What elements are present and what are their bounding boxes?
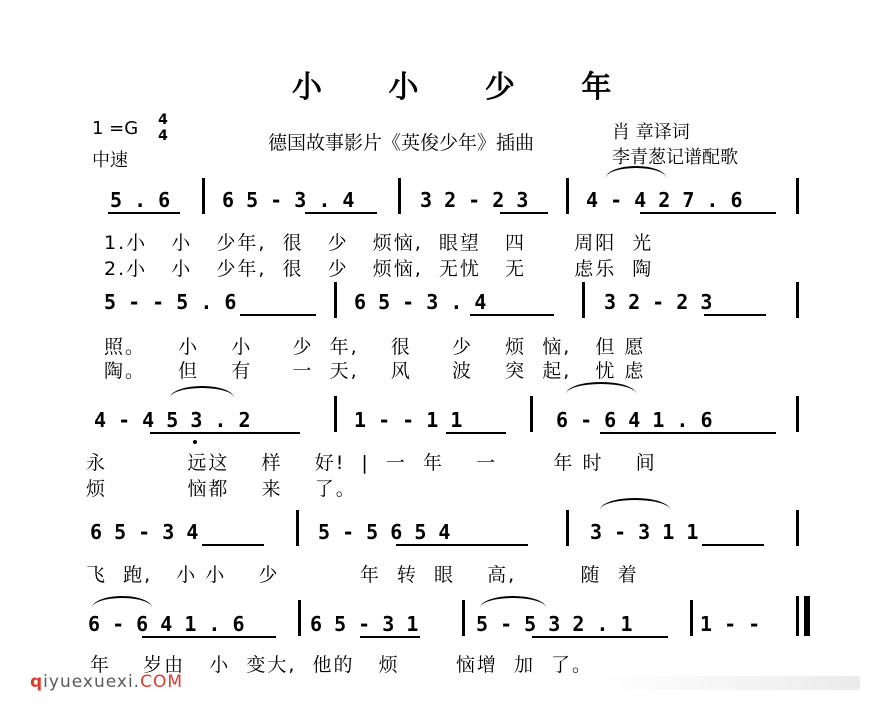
- barline: [334, 282, 337, 318]
- underline-beam: [305, 212, 377, 214]
- watermark-tld: COM: [140, 672, 183, 692]
- slur: [600, 498, 670, 510]
- lyric-line: 永 远这 样 好! | 一 年 一 年 时 间: [86, 452, 657, 474]
- barline: [566, 178, 569, 214]
- underline-beam: [702, 544, 764, 546]
- barline: [334, 396, 337, 432]
- barline: [796, 396, 799, 432]
- underline-beam: [470, 314, 554, 316]
- octave-dot: [193, 440, 197, 444]
- lyric-line: 烦 恼都 来 了。: [86, 478, 357, 500]
- watermark-q: q: [30, 672, 44, 692]
- final-barline-thick: [804, 596, 810, 636]
- slur: [92, 596, 152, 608]
- underline-beam: [532, 636, 668, 638]
- underline-beam: [704, 314, 766, 316]
- underline-beam: [202, 544, 264, 546]
- barline: [530, 396, 533, 432]
- tempo-marking: 中速: [92, 150, 128, 171]
- measure: 5 - 5 6 5 4: [318, 520, 451, 544]
- barline: [462, 600, 465, 636]
- key-signature: 1 =G: [92, 118, 139, 139]
- slur: [566, 382, 636, 394]
- measure: 5 - - 5 . 6: [104, 290, 237, 314]
- measure: 3 2 - 2 3: [420, 188, 529, 212]
- measure: 3 2 - 2 3: [604, 290, 713, 314]
- underline-beam: [396, 544, 528, 546]
- barline: [398, 178, 401, 214]
- time-signature-bottom: 4: [158, 128, 168, 144]
- watermark-domain: iyuexuexi.: [43, 672, 141, 692]
- underline-beam: [446, 432, 506, 434]
- underline-beam: [640, 212, 776, 214]
- lyric-line: 年 岁由 小 变大, 他的 烦 恼增 加 了。: [90, 654, 594, 676]
- barline: [566, 510, 569, 546]
- site-watermark: [30, 672, 183, 692]
- measure: 6 5 - 3 4: [90, 520, 199, 544]
- measure: 6 5 - 3 . 4: [354, 290, 487, 314]
- lyric-line: 照。 小 小 少 年, 很 少 烦 恼, 但 愿: [104, 336, 646, 358]
- underline-beam: [500, 212, 548, 214]
- lyric-line: 2.小 小 少年, 很 少 烦恼, 无忧 无 虑乐 陶: [104, 258, 654, 280]
- lyric-line: 飞 跑, 小 小 少 年 转 眼 高, 随 着: [86, 564, 639, 586]
- barline: [796, 510, 799, 546]
- lyric-line: 陶。 但 有 一 天, 风 波 突 起, 忧 虑: [104, 360, 646, 382]
- barline: [582, 282, 585, 318]
- final-barline-thin: [796, 596, 799, 636]
- time-signature-top: 4: [158, 112, 168, 128]
- measure: 6 - 6 4 1 . 6: [556, 408, 713, 432]
- slur: [170, 386, 234, 398]
- lyric-line: 1.小 小 少年, 很 少 烦恼, 眼望 四 周阳 光: [104, 232, 654, 254]
- arranger-credit: 李青葱记谱配歌: [612, 147, 738, 168]
- measure: 6 5 - 3 1: [310, 612, 419, 636]
- song-title: 小 小 少 年: [292, 70, 640, 105]
- underline-beam: [240, 314, 316, 316]
- barline: [796, 178, 799, 214]
- barline: [690, 600, 693, 636]
- barline: [296, 510, 299, 546]
- underline-beam: [150, 432, 300, 434]
- measure: 3 - 3 1 1: [590, 520, 699, 544]
- measure: 1 - -: [700, 612, 761, 636]
- translator-credit: 肖 章译词: [612, 122, 690, 143]
- measure: 6 - 6 4 1 . 6: [88, 612, 245, 636]
- measure: 1 - - 1 1: [354, 408, 463, 432]
- barline: [796, 282, 799, 318]
- measure: 4 - 4 2 7 . 6: [586, 188, 743, 212]
- barline: [202, 178, 205, 214]
- watermark-fade: [600, 676, 860, 690]
- subtitle: 德国故事影片《英俊少年》插曲: [268, 132, 535, 154]
- underline-beam: [360, 636, 420, 638]
- measure: 5 - 5 3 2 . 1: [476, 612, 633, 636]
- barline: [298, 600, 301, 636]
- time-signature: [156, 112, 170, 144]
- measure: 4 - 4 5 3 . 2: [94, 408, 251, 432]
- measure: 6 5 - 3 . 4: [222, 188, 355, 212]
- underline-beam: [142, 636, 276, 638]
- underline-beam: [600, 432, 776, 434]
- measure: 5 . 6: [110, 188, 171, 212]
- slur: [480, 596, 546, 608]
- underline-beam: [108, 212, 180, 214]
